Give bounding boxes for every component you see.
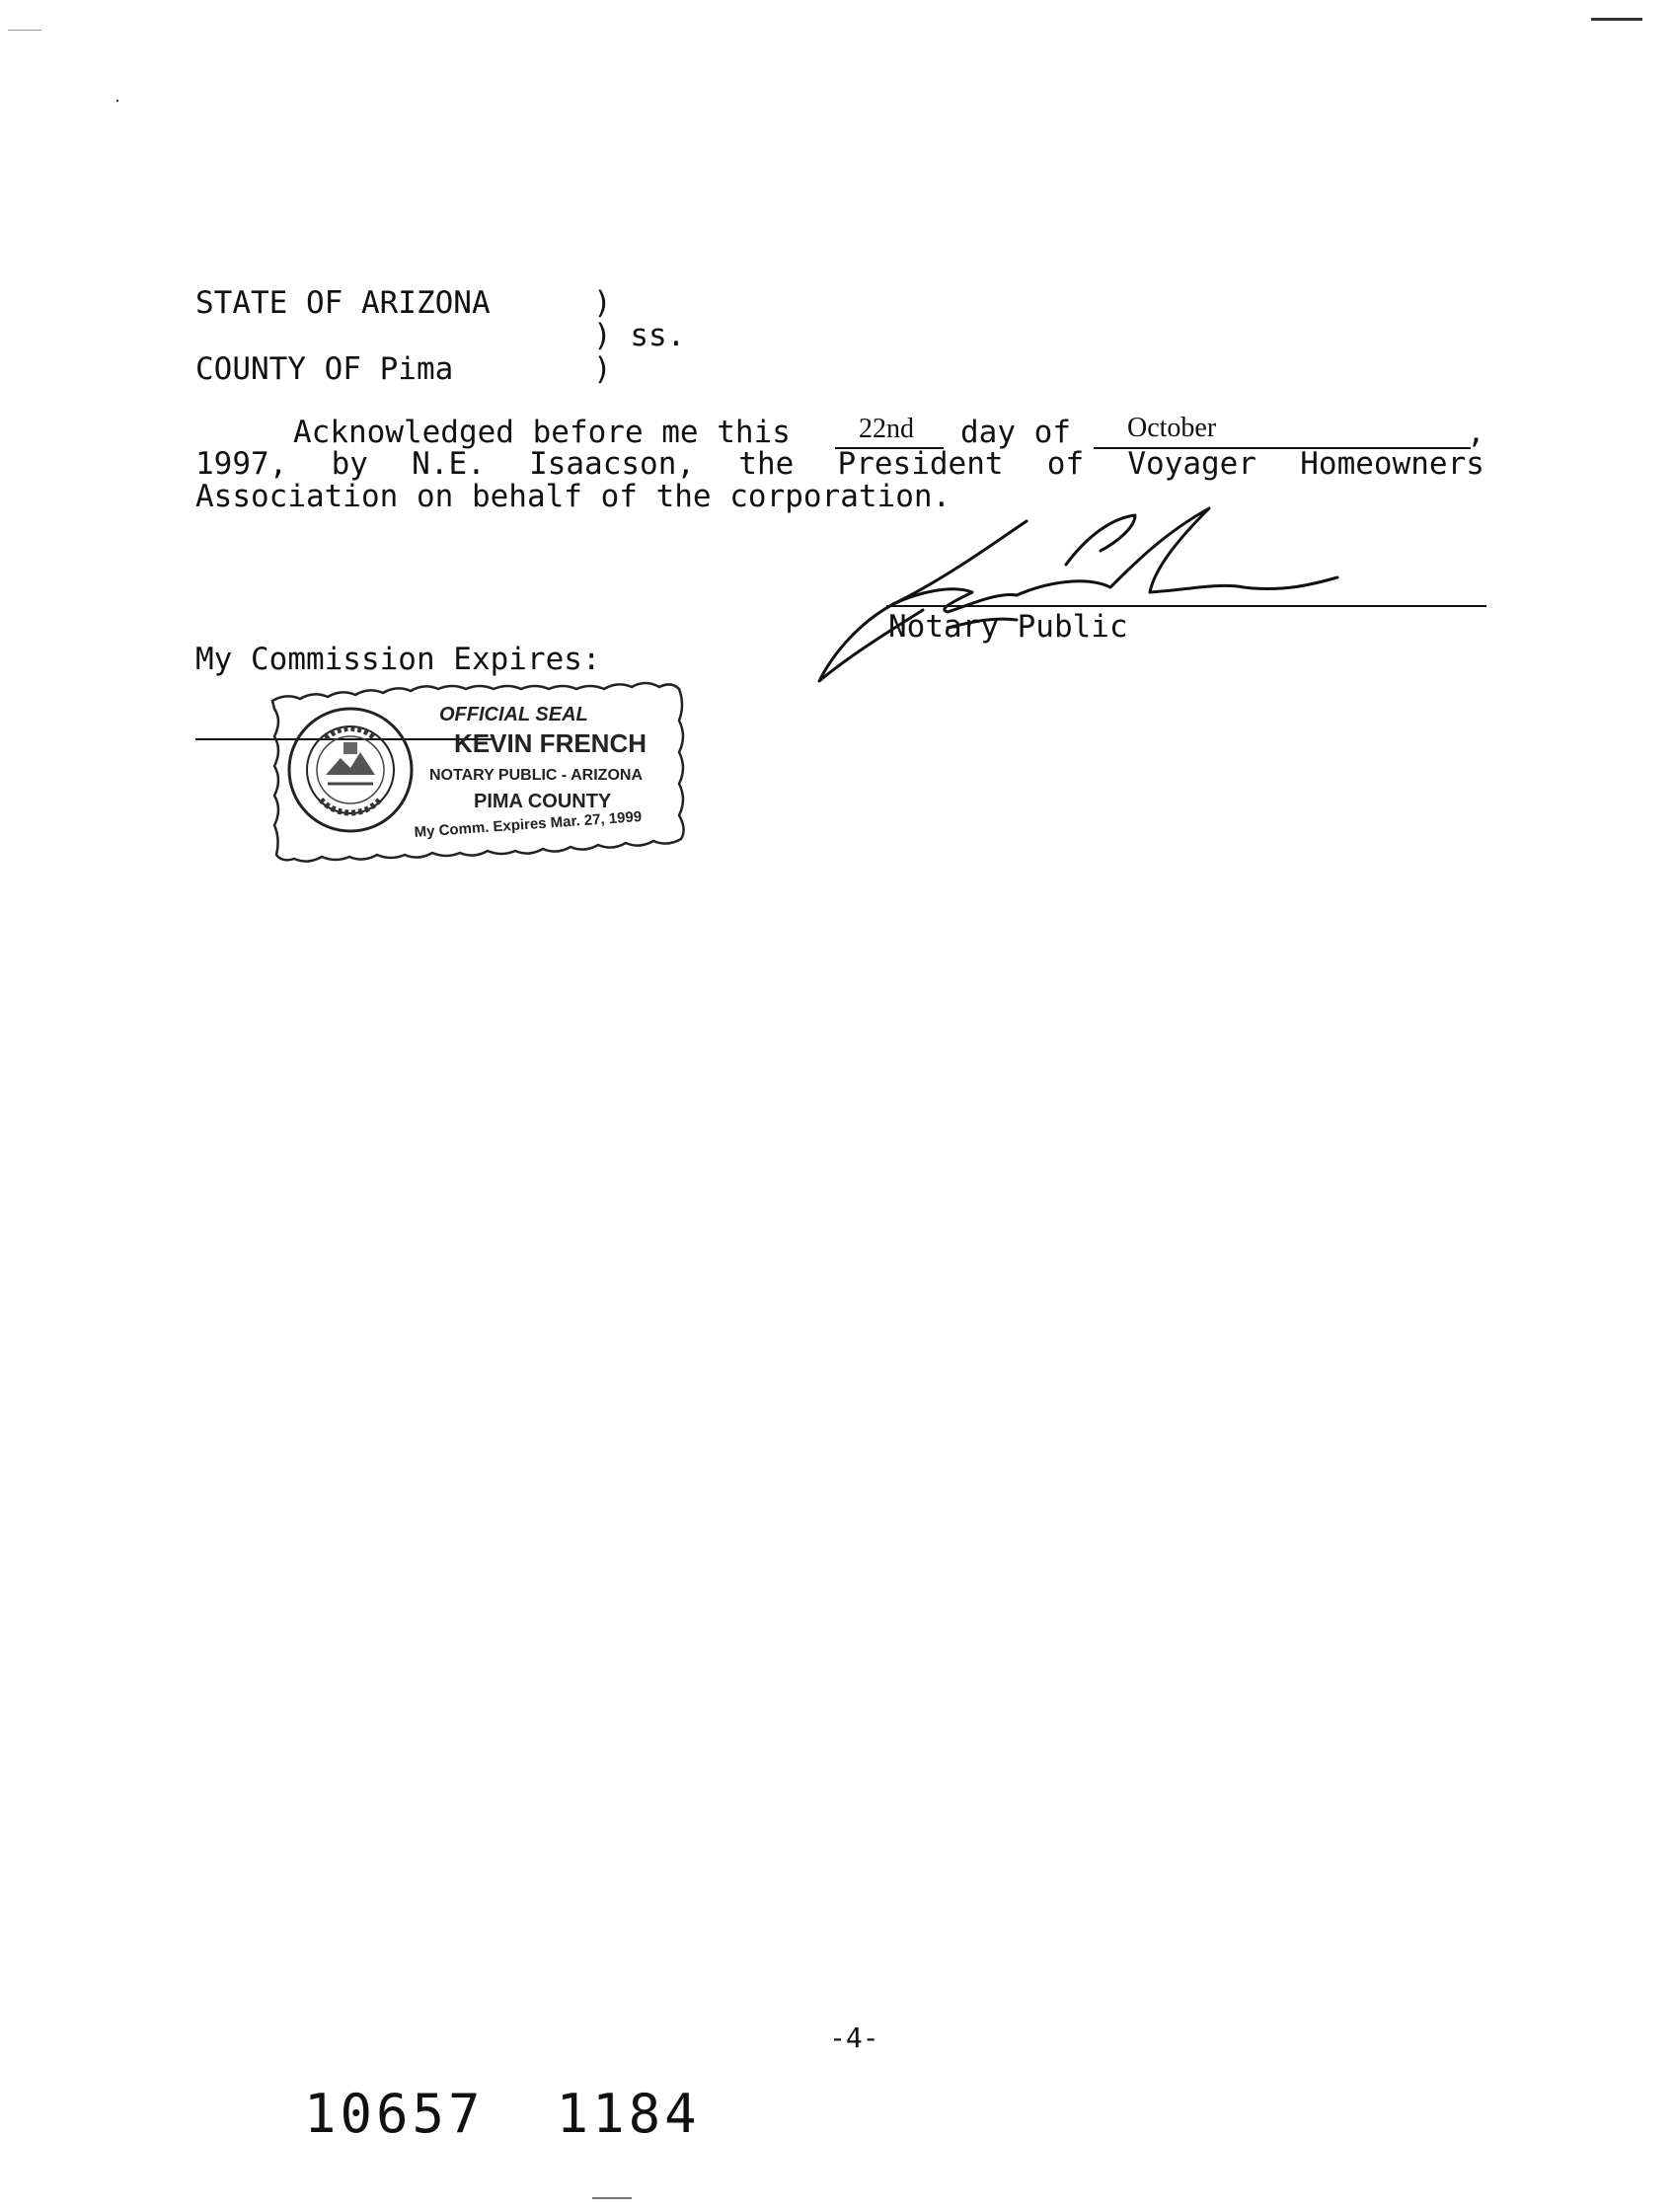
state-of-arizona: STATE OF ARIZONA [195,285,491,321]
svg-text:PIMA COUNTY: PIMA COUNTY [474,791,612,812]
county-of-pima: COUNTY OF Pima [195,351,454,387]
svg-text:NOTARY PUBLIC - ARIZONA: NOTARY PUBLIC - ARIZONA [429,767,643,784]
word: Homeowners [1300,446,1484,482]
word: by [331,446,368,482]
commission-expires-label: My Commission Expires: [195,642,601,677]
page-number: -4- [829,2021,879,2054]
word: the [738,446,795,482]
venue-paren-top: ) [593,285,612,321]
word: Isaacson, [529,446,696,482]
svg-text:My Comm. Expires Mar. 27, 1999: My Comm. Expires Mar. 27, 1999 [414,807,643,841]
day-value: 22nd [859,414,914,444]
official-seal-stamp [266,681,701,869]
svg-text:OFFICIAL SEAL: OFFICIAL SEAL [439,704,588,725]
line1-comma: , [1467,415,1485,450]
word: N.E. [412,446,486,482]
venue-paren-bottom: ) [593,351,612,387]
recording-number: 10657 1184 [304,2083,701,2145]
notary-public-label: Notary Public [888,609,1128,645]
word: of [1046,446,1085,482]
word: 1997, [195,446,288,482]
word: President [837,446,1004,482]
acknowledged-text: Acknowledged before me this [293,415,791,450]
svg-text:KEVIN FRENCH: KEVIN FRENCH [454,728,647,758]
ss-marker: ) ss. [593,318,686,353]
day-of-text: day of [960,415,1071,450]
acknowledgment-line3: Association on behalf of the corporation. [195,479,951,514]
word: Voyager [1127,446,1257,482]
month-value: October [1127,413,1217,443]
